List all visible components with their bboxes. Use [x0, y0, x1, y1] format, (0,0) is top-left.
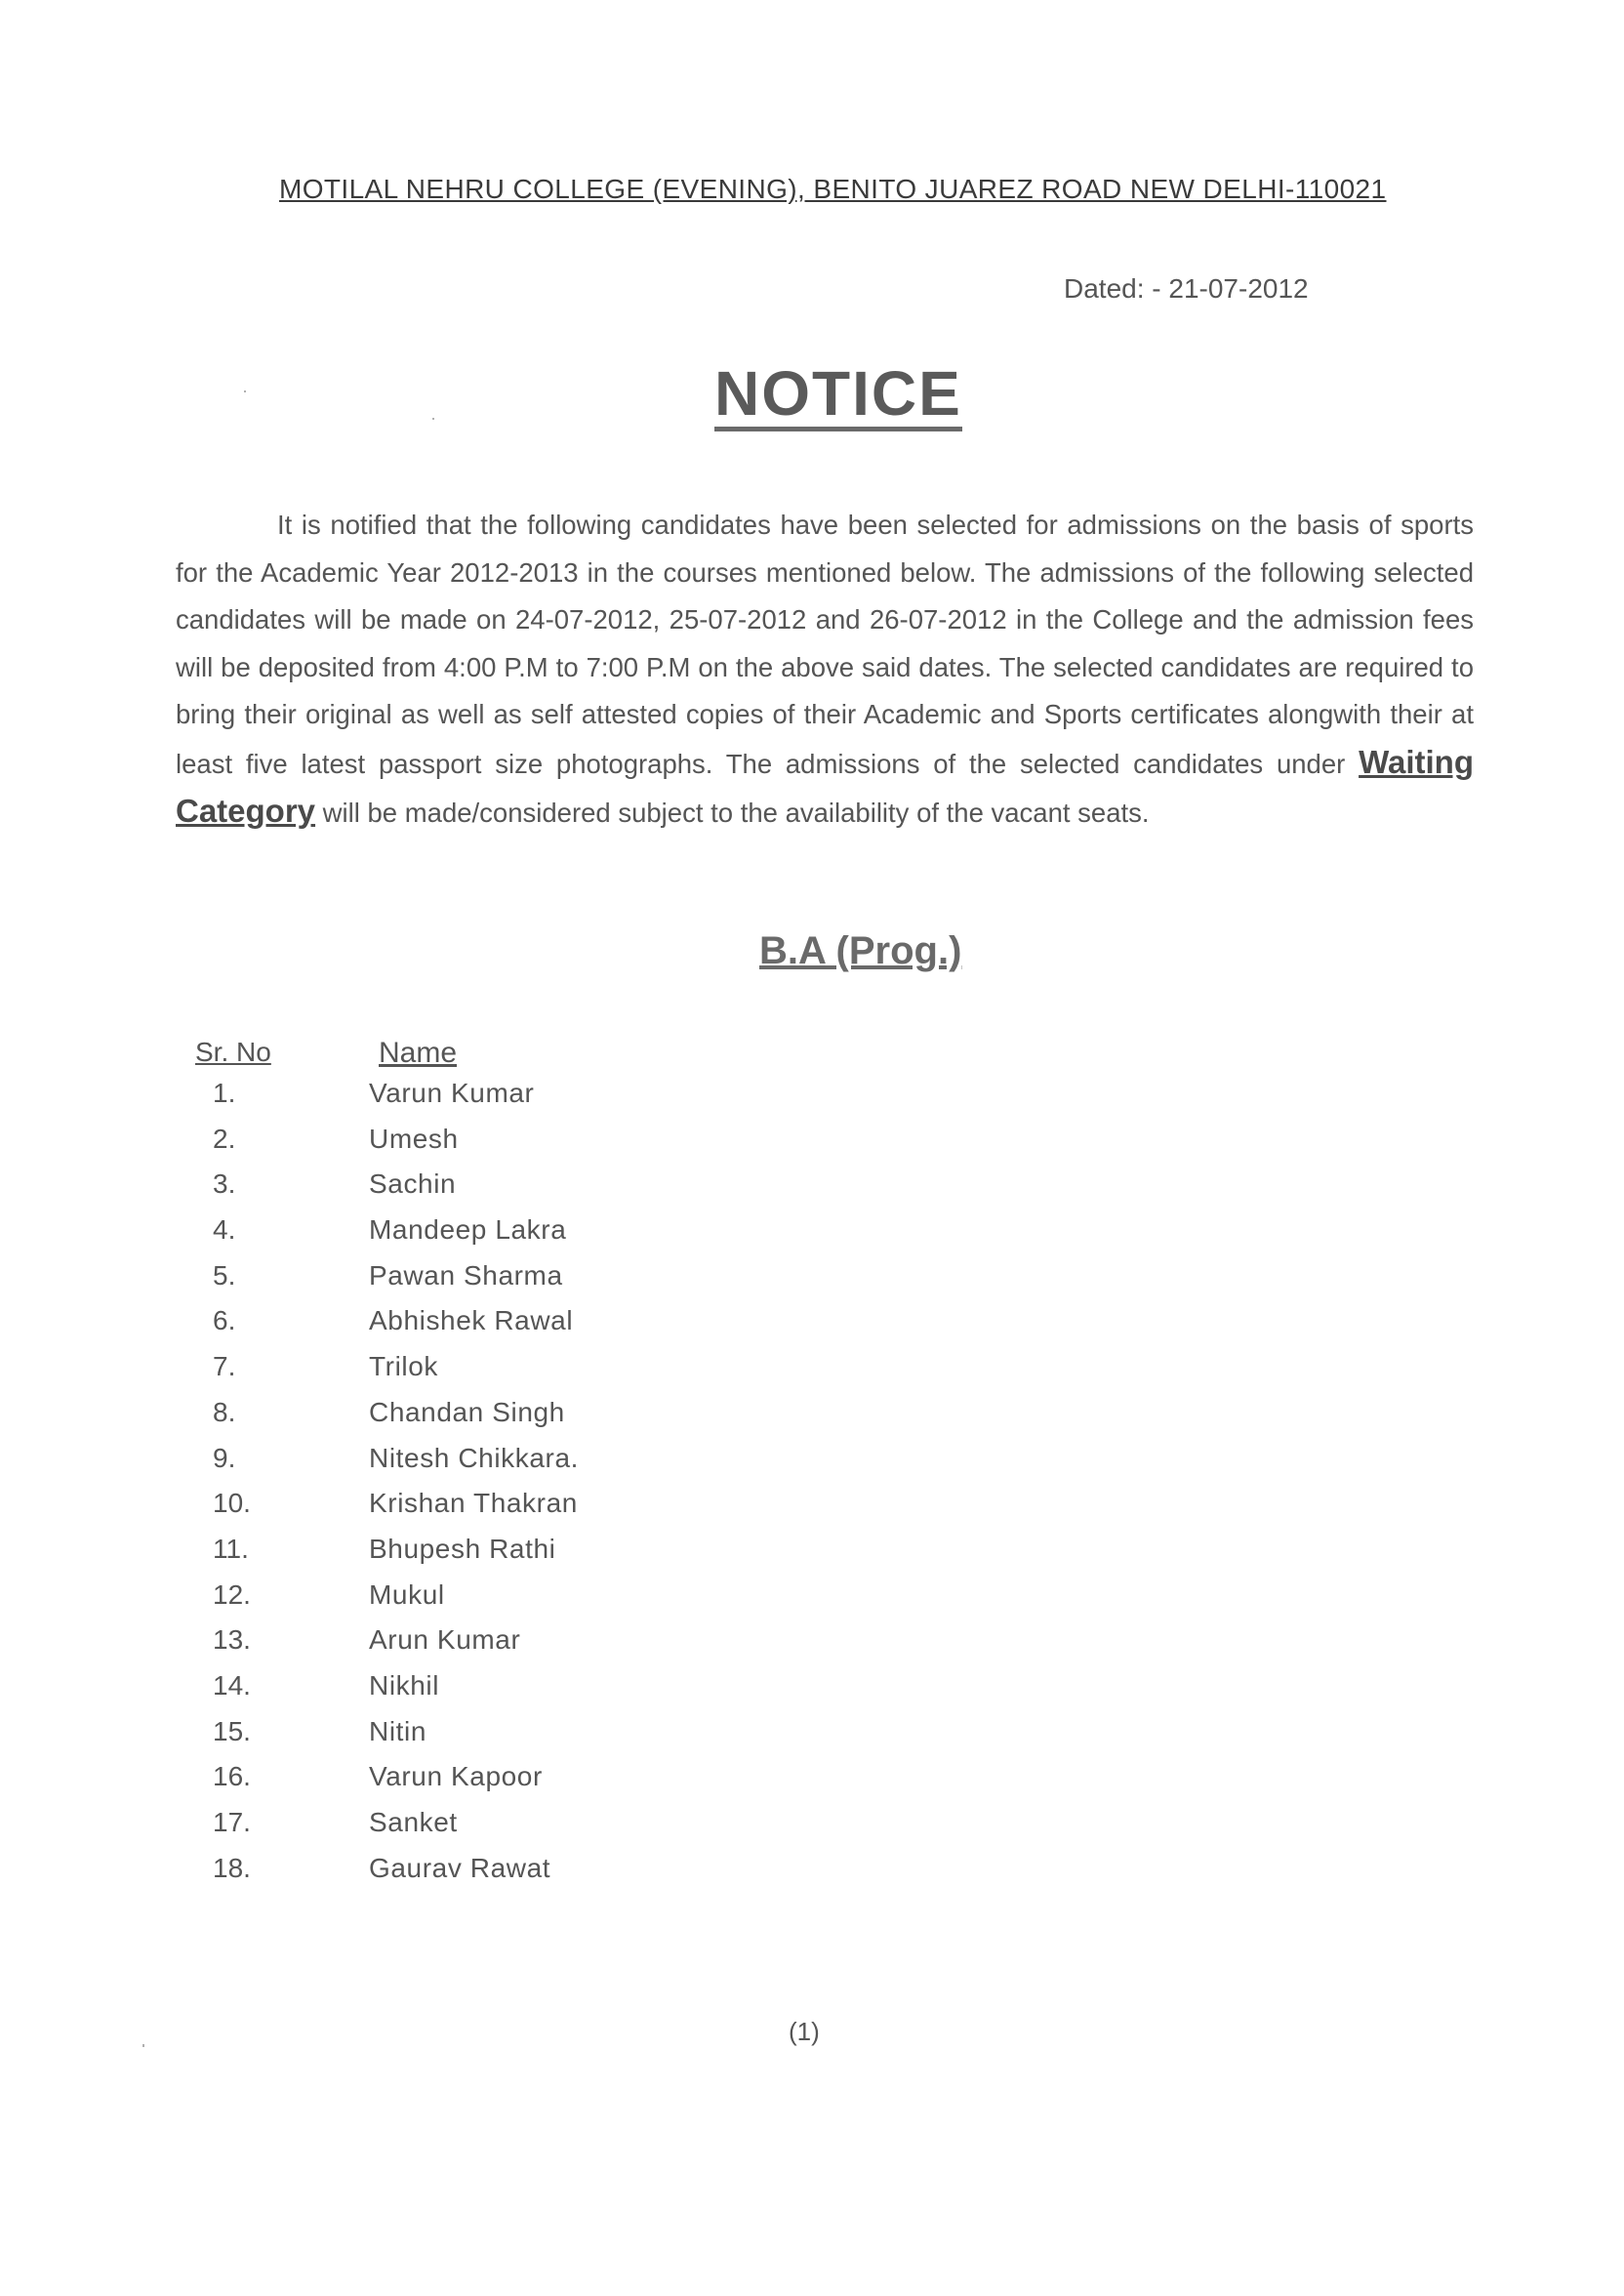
- row-name: Sanket: [369, 1807, 458, 1837]
- row-sr-no: 1.: [213, 1078, 236, 1108]
- row-name: Arun Kumar: [369, 1624, 521, 1656]
- table-row: [0, 1210, 878, 1256]
- row-name: Gaurav Rawat: [369, 1852, 551, 1883]
- row-name: Mukul: [369, 1578, 445, 1610]
- row-name: Bhupesh Rathi: [369, 1533, 556, 1564]
- notice-paragraph: [176, 502, 1474, 838]
- notice-title: NOTICE: [714, 361, 962, 431]
- row-name: Krishan Thakran: [369, 1488, 578, 1519]
- column-header-sr-no: Sr. No: [195, 1037, 271, 1067]
- table-row: [0, 1530, 878, 1576]
- row-sr-no: 6.: [213, 1305, 236, 1336]
- table-row: [0, 1074, 878, 1120]
- row-name: Varun Kumar: [369, 1078, 535, 1108]
- table-row: [0, 1620, 878, 1666]
- row-sr-no: 11.: [213, 1533, 249, 1564]
- candidate-list: [0, 1074, 878, 1894]
- table-row: [0, 1120, 878, 1166]
- waiting-category-emphasis: Waiting Category: [176, 743, 1474, 829]
- row-name: Chandan Singh: [369, 1396, 565, 1427]
- scan-speck: [432, 418, 434, 420]
- table-row: [0, 1301, 878, 1347]
- row-sr-no: 12.: [213, 1578, 251, 1610]
- row-sr-no: 16.: [213, 1761, 251, 1792]
- row-sr-no: 9.: [213, 1442, 236, 1473]
- table-row: [0, 1165, 878, 1210]
- row-name: Varun Kapoor: [369, 1761, 543, 1792]
- row-name: Mandeep Lakra: [369, 1214, 567, 1246]
- row-sr-no: 18.: [213, 1852, 251, 1883]
- row-name: Umesh: [369, 1123, 459, 1154]
- row-name: Nitin: [369, 1715, 427, 1746]
- row-sr-no: 5.: [213, 1259, 236, 1291]
- table-row: [0, 1439, 878, 1485]
- page-number: (1): [789, 2017, 820, 2046]
- table-row: [0, 1347, 878, 1393]
- scan-speck: [142, 2044, 144, 2047]
- table-row: [0, 1666, 878, 1712]
- row-sr-no: 15.: [213, 1715, 251, 1746]
- paragraph-text-before: It is notified that the following candidates have been selected for admissions on the basis of sports for the Academic Year 2012-2013 in the courses mentioned below. The admissions of the following selected candidates will be made on 24-07-2012, 25-07-2012 and 26-07-2012 in the College and the admission fees will be deposited from 4:00 P.M to 7:00 P.M on the above said dates. The selected candidates are required to bring their original as well as self attested copies of their Academic and Sports certificates alongwith their at least five latest passport size photographs. The admissions of the selected candidates under: [176, 510, 1474, 779]
- table-row: [0, 1757, 878, 1803]
- row-name: Sachin: [369, 1168, 457, 1200]
- table-row: [0, 1576, 878, 1621]
- table-row: [0, 1849, 878, 1895]
- row-name: Trilok: [369, 1351, 439, 1382]
- table-row: [0, 1393, 878, 1439]
- row-sr-no: 2.: [213, 1123, 236, 1154]
- row-sr-no: 7.: [213, 1351, 236, 1382]
- paragraph-text-after: will be made/considered subject to the availability of the vacant seats.: [315, 798, 1150, 828]
- row-name: Nitesh Chikkara.: [369, 1442, 580, 1473]
- row-name: Pawan Sharma: [369, 1259, 563, 1291]
- column-header-name: Name: [379, 1037, 458, 1069]
- row-name: Nikhil: [369, 1669, 440, 1701]
- row-sr-no: 10.: [213, 1488, 251, 1519]
- scan-speck: [244, 390, 246, 392]
- table-row: [0, 1256, 878, 1302]
- table-row: [0, 1712, 878, 1758]
- college-header: MOTILAL NEHRU COLLEGE (EVENING), BENITO JUAREZ ROAD NEW DELHI-110021: [279, 174, 1387, 204]
- row-name: Abhishek Rawal: [369, 1305, 574, 1336]
- notice-date: Dated: - 21-07-2012: [1064, 273, 1309, 304]
- row-sr-no: 8.: [213, 1396, 236, 1427]
- table-row: [0, 1484, 878, 1530]
- row-sr-no: 3.: [213, 1168, 236, 1200]
- row-sr-no: 13.: [213, 1624, 251, 1656]
- course-heading: B.A (Prog.): [759, 929, 962, 972]
- row-sr-no: 17.: [213, 1807, 251, 1837]
- row-sr-no: 14.: [213, 1669, 251, 1701]
- table-row: [0, 1803, 878, 1849]
- row-sr-no: 4.: [213, 1214, 236, 1246]
